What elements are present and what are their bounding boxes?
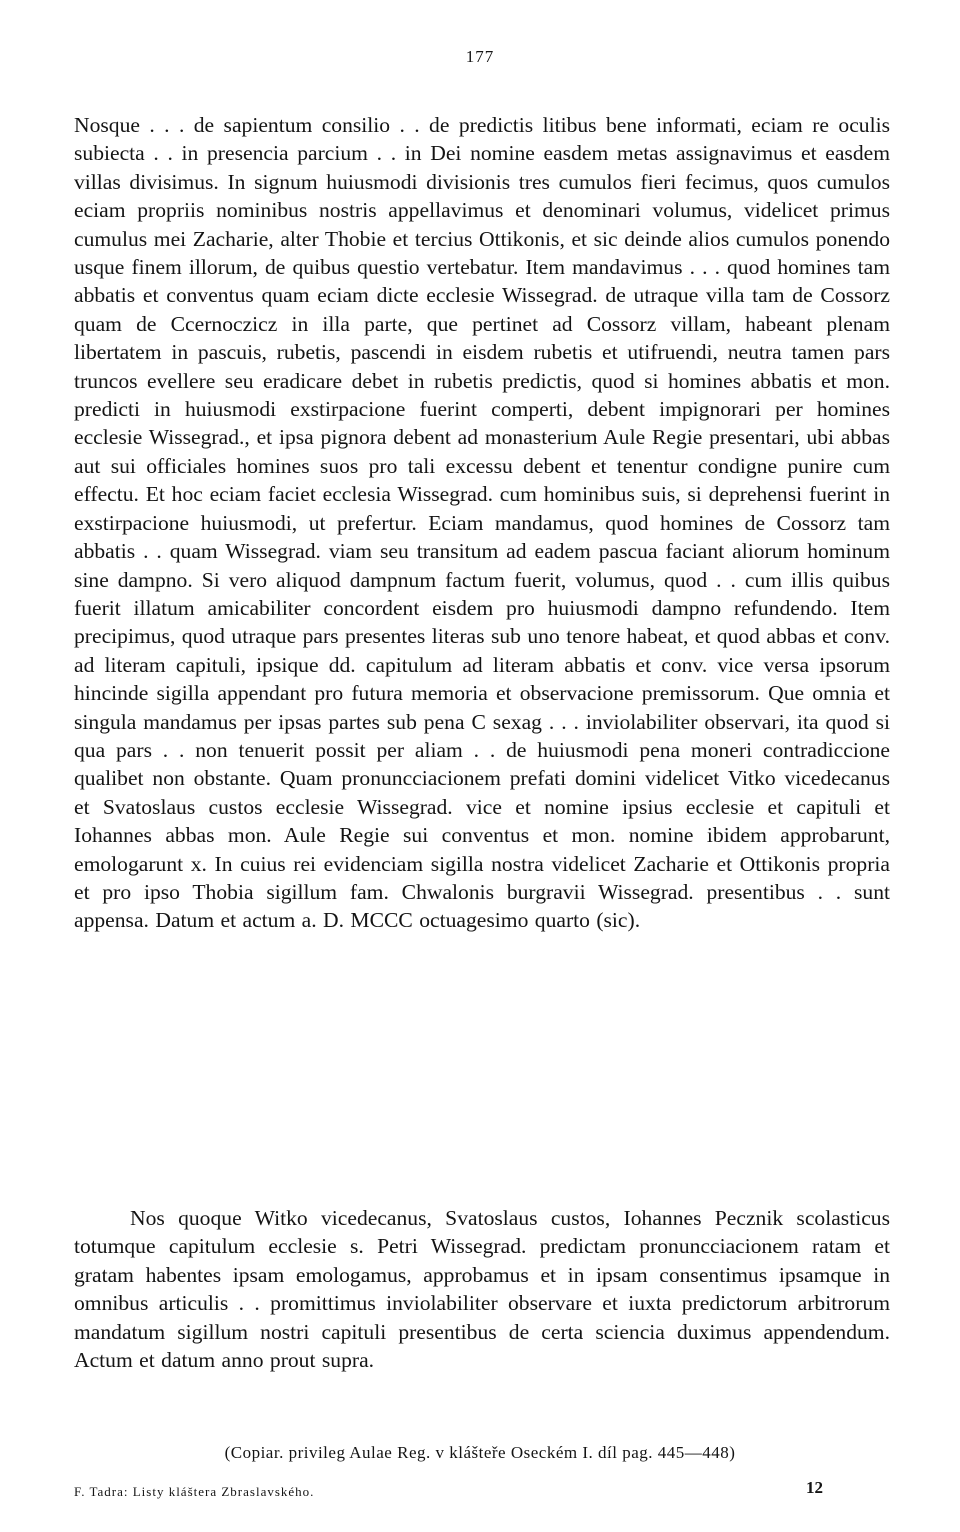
footer-signature-mark: 12 (806, 1478, 823, 1497)
footer-citation: F. Tadra: Listy kláštera Zbraslavského. (74, 1484, 315, 1499)
body-paragraph-2: Nos quoque Witko vicedecanus, Svatoslaus custos, Iohannes Pecznik scolasticus totumque capitulum ecclesie s. Petri Wissegrad. predictam pronuncciacionem ratam et gratam habentes ipsam emologamus, approbamus et in ipsam consentimus ipsamque in omnibus articulis . . promittimus inviolabiliter observare et iuxta predictorum arbitrorum mandatum sigillum nostri capituli presentibus de certa sciencia duximus appendendum. Actum et datum anno prout supra. (74, 1206, 890, 1373)
source-note: (Copiar. privileg Aulae Reg. v klášteře Oseckém I. díl pag. 445—448) (224, 1443, 736, 1462)
body-paragraph-1: Nosque . . . de sapientum consilio . . de predictis litibus bene informati, eciam re oculis subiecta . . in presencia parcium . . in Dei nomine easdem metas assignavimus et easdem villas divisimus. In signum huiusmodi divisionis tres cumulos fieri fecimus, quos cumulos eciam propriis nominibus nostris appellavimus et denominari volumus, videlicet primus cumulus mei Zacharie, alter Thobie et tercius Ottikonis, et sic deinde alios cumulos ponendo usque finem illorum, de quibus questio vertebatur. Item mandavimus . . . quod homines tam abbatis et conventus quam eciam dicte ecclesie Wissegrad. de utraque villa tam de Cossorz quam de Ccernoczicz in illa parte, que pertinet ad Cossorz villam, habeant plenam libertatem in pascuis, rubetis, pascendi in eisdem rubetis et utifruendi, neutra tamen pars truncos evellere seu eradicare debet in rubetis predictis, quod si homines abbatis et mon. predicti in huiusmodi exstirpacione fuerint comperti, debent impignorari per homines ecclesie Wissegrad., et ipsa pignora debent ad monasterium Aule Regie presentari, ubi abbas aut sui officiales homines suos pro tali excessu debent et tenentur condigne punire cum effectu. Et hoc eciam faciet ecclesia Wissegrad. cum hominibus suis, si deprehensi fuerint in exstirpacione huiusmodi, ut prefertur. Eciam mandamus, quod homines de Cossorz tam abbatis . . quam Wissegrad. viam seu transitum ad eadem pascua faciant aliorum hominum sine dampno. Si vero aliquod dampnum factum fuerit, volumus, quod . . cum illis quibus fuerit illatum amicabiliter concordent eisdem pro huiusmodi dampno refundendo. Item precipimus, quod utraque pars presentes literas sub uno tenore habeat, et quod abbas et conv. ad literam capituli, ipsique dd. capitulum ad literam abbatis et conv. vice versa ipsorum hincinde sigilla appendant pro futura memoria et observacione premissorum. Que omnia et singula mandamus per ipsas partes sub pena C sexag . . . inviolabiliter observari, ita quod si qua pars . . non tenuerit possit per aliam . . de huiusmodi pena moneri contradiccione qualibet non obstante. Quam pronuncciacionem prefati domini videlicet Vitko vicedecanus et Svatoslaus custos ecclesie Wissegrad. vice et nomine ipsius ecclesie et capituli et Iohannes abbas mon. Aule Regie sui conventus et mon. nomine ibidem approbarunt, emologarunt x. In cuius rei evidenciam sigilla nostra videlicet Zacharie et Ottikonis propria et pro ipso Thobia sigillum fam. Chwalonis burgravii Wissegrad. presentibus . . sunt appensa. Datum et actum a. D. MCCC octuagesimo quarto (sic). (74, 113, 890, 933)
page-number: 177 (465, 47, 495, 66)
